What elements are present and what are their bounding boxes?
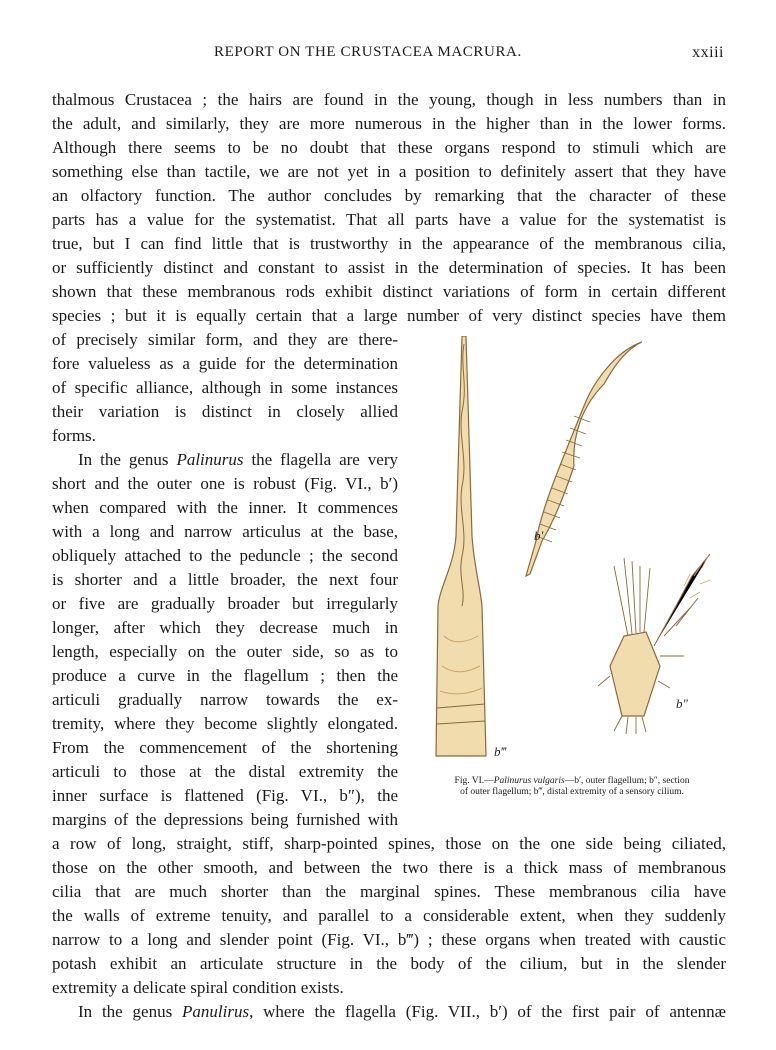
text-line: the adult, and similarly, they are more numerous in the higher than in the lower forms. [52,114,726,133]
text-line: Although there seems to be no doubt that these organs respond to stimuli which are [52,138,726,157]
text-line: articuli to those at the distal extremity the [52,762,398,781]
text-line: forms. [52,426,96,445]
label-b3: b‴ [494,744,506,759]
text-line: the walls of extreme tenuity, and parallel to a considerable extent, when they suddenly [52,906,726,925]
running-header [0,44,776,66]
text-line: tremity, where they become slightly elongated. [52,714,398,733]
text-line: an olfactory function. The author concludes by remarking that the character of these [52,186,726,205]
text-line: those on the other smooth, and between the two there is a thick mass of membranous [52,858,726,877]
text-line: From the commencement of the shortening [52,738,398,757]
text-line: fore valueless as a guide for the determination [52,354,398,373]
text-line: longer, after which they decrease much in [52,618,398,637]
text-line: something else than tactile, we are not yet in a position to definitely assert that they have [52,162,726,181]
genus-name: Panulirus [182,1002,250,1021]
figure-illustration [414,336,734,786]
text-line: parts has a value for the systematist. That all parts have a value for the systematist is [52,210,726,229]
text-line: extremity a delicate spiral condition exists. [52,978,344,997]
text-line: or sufficiently distinct and constant to assist in the determination of species. It has been [52,258,726,277]
label-b2: b″ [676,696,688,711]
text-line: of specific alliance, although in some instances [52,378,398,397]
text-line: In the genus Panulirus, where the flagella (Fig. VII., b′) of the first pair of antennæ [78,1002,726,1021]
text-line: obliquely attached to the peduncle ; the second [52,546,398,565]
text-line: is shorter and a little broader, the next four [52,570,398,589]
outer-flagellum-drawing [526,342,642,576]
text-line: species ; but it is equally certain that a large number of very distinct species have them [52,306,726,325]
text-line: thalmous Crustacea ; the hairs are found in the young, though in less numbers than in [52,90,726,109]
figure-vi [414,336,734,786]
text-line: short and the outer one is robust (Fig. VI., b′) [52,474,398,493]
text-line: of precisely similar form, and they are there- [52,330,398,349]
page-number: xxiii [692,44,724,61]
text-line: or five are gradually broader but irregularly [52,594,398,613]
genus-name: Palinurus [176,450,244,469]
text-line: articuli gradually narrow towards the ex- [52,690,398,709]
text-line: a row of long, straight, stiff, sharp-pointed spines, those on the one side being ciliated, [52,834,726,853]
text-line: margins of the depressions being furnished with [52,810,398,829]
text-line: true, but I can find little that is trustworthy in the appearance of the membranous cilia, [52,234,726,253]
running-title: REPORT ON THE CRUSTACEA MACRURA. [214,44,522,60]
text-line: cilia that are much shorter than the marginal spines. These membranous cilia have [52,882,726,901]
text-line: narrow to a long and slender point (Fig. VI., b‴) ; these organs when treated with caustic [52,930,726,949]
species-name: Palinurus vulgaris [493,776,565,786]
label-b1: b′ [534,528,544,543]
text-line: when compared with the inner. It commences [52,498,398,517]
text-line: length, especially on the outer side, so as to [52,642,398,661]
text-line: In the genus Palinurus the flagella are very [78,450,398,469]
text-line: their variation is distinct in closely allied [52,402,398,421]
text-line: inner surface is flattened (Fig. VI., b″), the [52,786,398,805]
figure-caption: Fig. VI.—Palinurus vulgaris—b′, outer flagellum; b″, section of outer flagellum; b‴, distal extremity of a sensory cilium. [454,776,690,797]
flagellum-section-drawing [598,554,710,734]
text-line: with a long and narrow articulus at the base, [52,522,398,541]
text-line: potash exhibit an articulate structure in the body of the cilium, but in the slender [52,954,726,973]
sensory-cilium-drawing [436,336,508,759]
text-line: shown that these membranous rods exhibit distinct variations of form in certain different [52,282,726,301]
text-line: produce a curve in the flagellum ; then the [52,666,398,685]
